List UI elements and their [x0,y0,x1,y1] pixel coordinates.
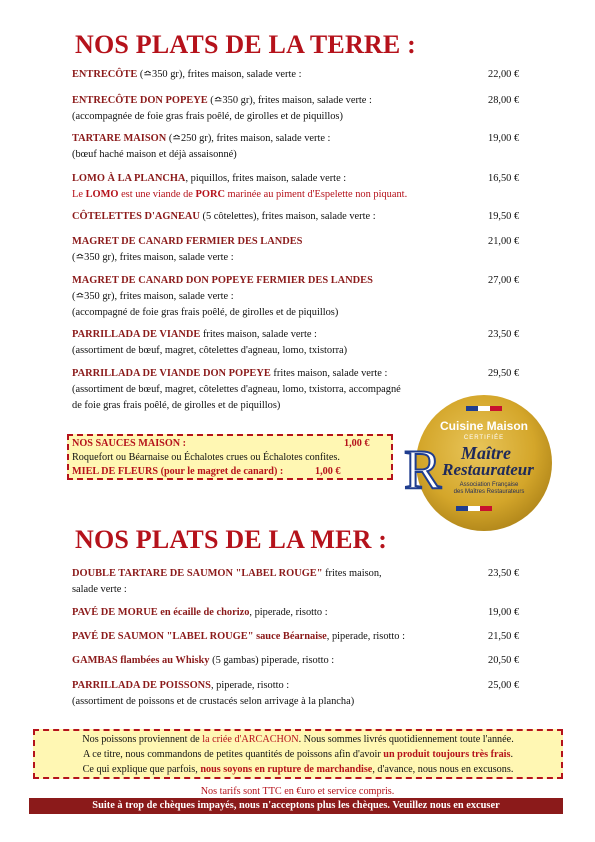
badge-text-6: des Maîtres Restaurateurs [453,489,525,495]
sauce-price: 1,00 € [344,438,370,449]
honey-title: MIEL DE FLEURS (pour le magret de canard) : [72,466,284,477]
item-name: GAMBAS [72,655,118,666]
item-name: ENTRECÔTE [72,69,138,80]
menu-item [72,209,376,225]
menu-item [72,629,405,645]
badge-text-2: CERTIFIÉE [463,435,505,441]
item-detail: (≏350 gr), frites maison, salade verte : [72,291,234,302]
item-name: PAVÉ DE MORUE [72,607,158,618]
item-desc: (≏250 gr), frites maison, salade verte : [166,133,331,144]
section-title-terre: NOS PLATS DE LA TERRE : [75,30,417,59]
sauce-line [72,465,388,479]
menu-item [72,566,382,598]
item-desc: , piperade, risotto : [326,631,405,642]
menu-item [72,327,347,359]
info-highlight: la criée d'ARCACHON [202,734,299,745]
item-detail: (accompagnée de foie gras frais poêlé, de girolles et de piquillos) [72,111,343,122]
info-text: . Nous sommes livrés quotidiennement toute l'année. [298,734,514,745]
badge-text-3: Maître [460,443,511,463]
item-name: PAVÉ DE SAUMON "LABEL ROUGE" [72,631,254,642]
info-line [35,747,561,762]
item-detail: (bœuf haché maison et déjà assaisonné) [72,149,237,160]
menu-item [72,131,330,163]
detail-text: marinée au piment d'Espelette non piquant. [224,189,408,200]
menu-item [72,93,372,125]
item-detail: de foie gras frais poêlé, de girolles et de piquillos) [72,400,281,411]
item-name: MAGRET DE CANARD DON POPEYE FERMIER DES LANDES [72,275,373,286]
item-name: LOMO À LA PLANCHA [72,173,186,184]
item-detail: (assortiment de poissons et de crustacés selon arrivage à la plancha) [72,696,355,707]
info-text: Ce qui explique que parfois, [82,764,201,775]
item-price: 19,50 € [488,211,520,222]
item-desc: frites maison, [322,568,382,579]
menu-item [72,605,328,621]
info-text: Nos poissons proviennent de [82,734,203,745]
info-line [35,732,561,747]
item-price: 22,00 € [488,69,520,80]
sauce-line [72,437,388,451]
info-highlight: nous soyons en rupture de marchandise [200,764,373,775]
item-desc: frites maison, salade verte : [200,329,317,340]
item-name-suffix: en écaille de chorizo [157,607,250,618]
detail-text: est une viande de [118,189,196,200]
item-price: 28,00 € [488,95,520,106]
info-text: , d'avance, nous nous en excusons. [372,764,514,775]
item-price: 27,00 € [488,275,520,286]
item-price: 16,50 € [488,173,520,184]
maitre-restaurateur-badge [402,393,556,533]
detail-bold: PORC [195,189,225,200]
item-name: TARTARE MAISON [72,133,167,144]
item-name: MAGRET DE CANARD FERMIER DES LANDES [72,236,303,247]
cheque-notice-banner: Suite à trop de chèques impayés, nous n'acceptons plus les chèques. Veuillez nous en excuser [29,798,563,814]
item-detail: salade verte : [72,584,127,595]
info-highlight: un produit toujours très frais [383,749,511,760]
item-desc: frites maison, salade verte : [270,368,388,379]
item-detail: (assortiment de bœuf, magret, côtelettes d'agneau, lomo, txistorra) [72,345,348,356]
honey-price: 1,00 € [315,466,341,477]
item-name: PARRILLADA DE POISSONS [72,680,211,691]
sauce-title: NOS SAUCES MAISON : [72,438,187,449]
item-desc: (≏350 gr), frites maison, salade verte : [207,95,372,106]
detail-text: Le [72,189,86,200]
item-desc: (5 côtelettes), frites maison, salade verte : [199,211,376,222]
item-price: 21,00 € [488,236,520,247]
pricing-note: Nos tarifs sont TTC en €uro et service compris. [200,786,395,797]
item-desc: , piperade, risotto : [210,680,290,691]
item-desc: , piquillos, frites maison, salade verte : [185,173,347,184]
item-name: PARRILLADA DE VIANDE DON POPEYE [72,368,271,379]
badge-text-1: Cuisine Maison [439,419,528,433]
badge-text-4: Restaurateur [442,460,534,479]
menu-item [72,273,373,321]
info-text: A ce titre, nous commandons de petites quantités de poissons afin d'avoir [82,749,384,760]
item-price: 23,50 € [488,329,520,340]
info-line [35,762,561,777]
item-price: 19,00 € [488,133,520,144]
badge-text-5: Association Française [459,482,519,488]
sauce-options: Roquefort ou Béarnaise ou Échalotes crues ou Échalotes confites. [72,452,340,463]
item-desc: (5 gambas) piperade, risotto : [209,655,335,666]
item-name: PARRILLADA DE VIANDE [72,329,201,340]
item-detail: (assortiment de bœuf, magret, côtelettes d'agneau, lomo, txistorra, accompagné [72,384,401,395]
item-price: 21,50 € [488,631,520,642]
menu-item [72,366,401,414]
logo-letter: R [404,439,442,501]
fish-info-box [33,729,563,779]
item-price: 25,00 € [488,680,520,691]
item-name: ENTRECÔTE DON POPEYE [72,95,208,106]
menu-item [72,653,334,669]
item-name: DOUBLE TARTARE DE SAUMON "LABEL ROUGE" [72,568,323,579]
menu-item [72,171,407,203]
item-price: 23,50 € [488,568,520,579]
detail-bold: LOMO [85,189,119,200]
item-price: 19,00 € [488,607,520,618]
menu-item [72,678,354,710]
item-name-suffix: flambées au Whisky [117,655,210,666]
item-price: 29,50 € [488,368,520,379]
item-detail: (≏350 gr), frites maison, salade verte : [72,252,234,263]
menu-item [72,234,302,266]
item-price: 20,50 € [488,655,520,666]
item-detail: (accompagné de foie gras frais poêlé, de girolles et de piquillos) [72,307,339,318]
item-detail [72,189,407,200]
item-name: CÔTELETTES D'AGNEAU [72,211,200,222]
menu-item [72,67,301,83]
section-title-mer: NOS PLATS DE LA MER : [75,525,388,554]
item-name-suffix: sauce Béarnaise [253,631,327,642]
item-desc: , piperade, risotto : [249,607,328,618]
item-desc: (≏350 gr), frites maison, salade verte : [137,69,302,80]
sauces-box [67,434,393,480]
info-text: . [510,749,514,760]
